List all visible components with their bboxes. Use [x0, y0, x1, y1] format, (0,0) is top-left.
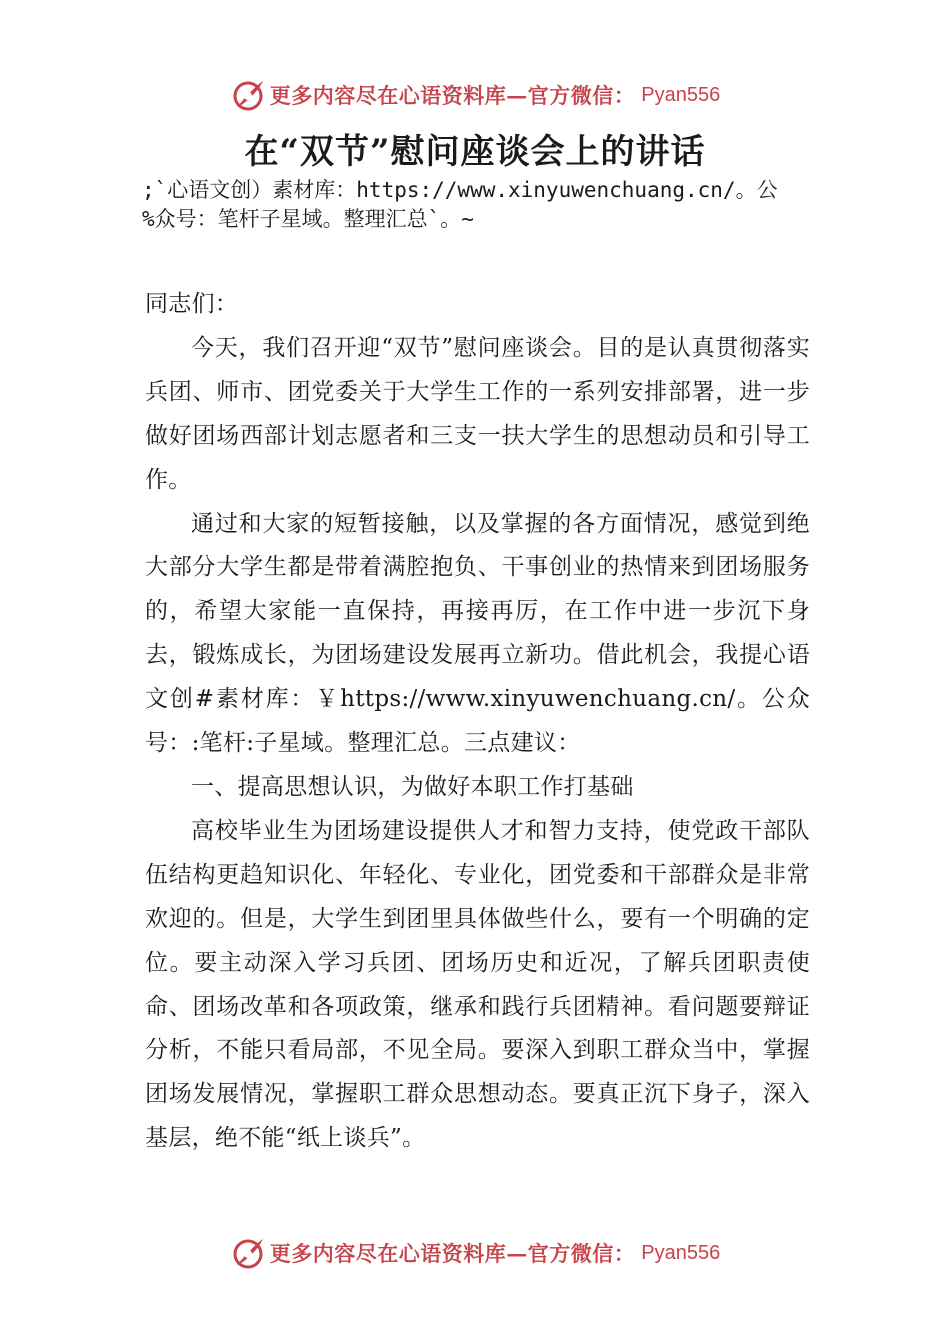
banner-text: 更多内容尽在心语资料库—官方微信：	[269, 1241, 636, 1266]
document-body	[145, 283, 810, 1161]
salutation: 同志们：	[145, 291, 239, 317]
paragraph: 通过和大家的短暂接触，以及掌握的各方面情况，感觉到绝大部分大学生都是带着满腔抱负、干事创业的热情来到团场服务的，希望大家能一直保持，再接再厉，在工作中进一步沉下身去，锻炼成长，为团场建设发展再立新功。借此机会，我提心语文创#素材库：￥https://www.xinyuwenchuang.cn/。公众号：:笔杆:子星域。整理汇总。三点建议：	[145, 510, 810, 757]
banner-text: 更多内容尽在心语资料库—官方微信：	[269, 83, 636, 108]
quill-logo-icon	[230, 77, 266, 113]
source-line-2: %众号：笔杆子星域。整理汇总`。~	[142, 207, 474, 231]
section-heading: 一、提高思想认识，为做好本职工作打基础	[191, 773, 634, 800]
header-banner	[0, 70, 950, 120]
paragraph: 今天，我们召开迎“双节”慰问座谈会。目的是认真贯彻落实兵团、师市、团党委关于大学生工作的一系列安排部署，进一步做好团场西部计划志愿者和三支一扶大学生的思想动员和引导工作。	[145, 334, 810, 493]
page-title: 在“双节”慰问座谈会上的讲话	[244, 132, 706, 172]
quill-logo-icon	[230, 1235, 266, 1271]
source-line-1: ;`心语文创）素材库：https://www.xinyuwenchuang.cn/。公	[142, 178, 778, 202]
footer-banner	[0, 1228, 950, 1278]
wechat-id: Pyan556	[641, 83, 721, 106]
wechat-id: Pyan556	[641, 1241, 721, 1264]
paragraph: 高校毕业生为团场建设提供人才和智力支持，使党政干部队伍结构更趋知识化、年轻化、专业化，团党委和干部群众是非常欢迎的。但是，大学生到团里具体做些什么，要有一个明确的定位。要主动深入学习兵团、团场历史和近况，了解兵团职责使命、团场改革和各项政策，继承和践行兵团精神。看问题要辩证分析，不能只看局部，不见全局。要深入到职工群众当中，掌握团场发展情况，掌握职工群众思想动态。要真正沉下身子，深入基层，绝不能“纸上谈兵”。	[145, 817, 810, 1152]
